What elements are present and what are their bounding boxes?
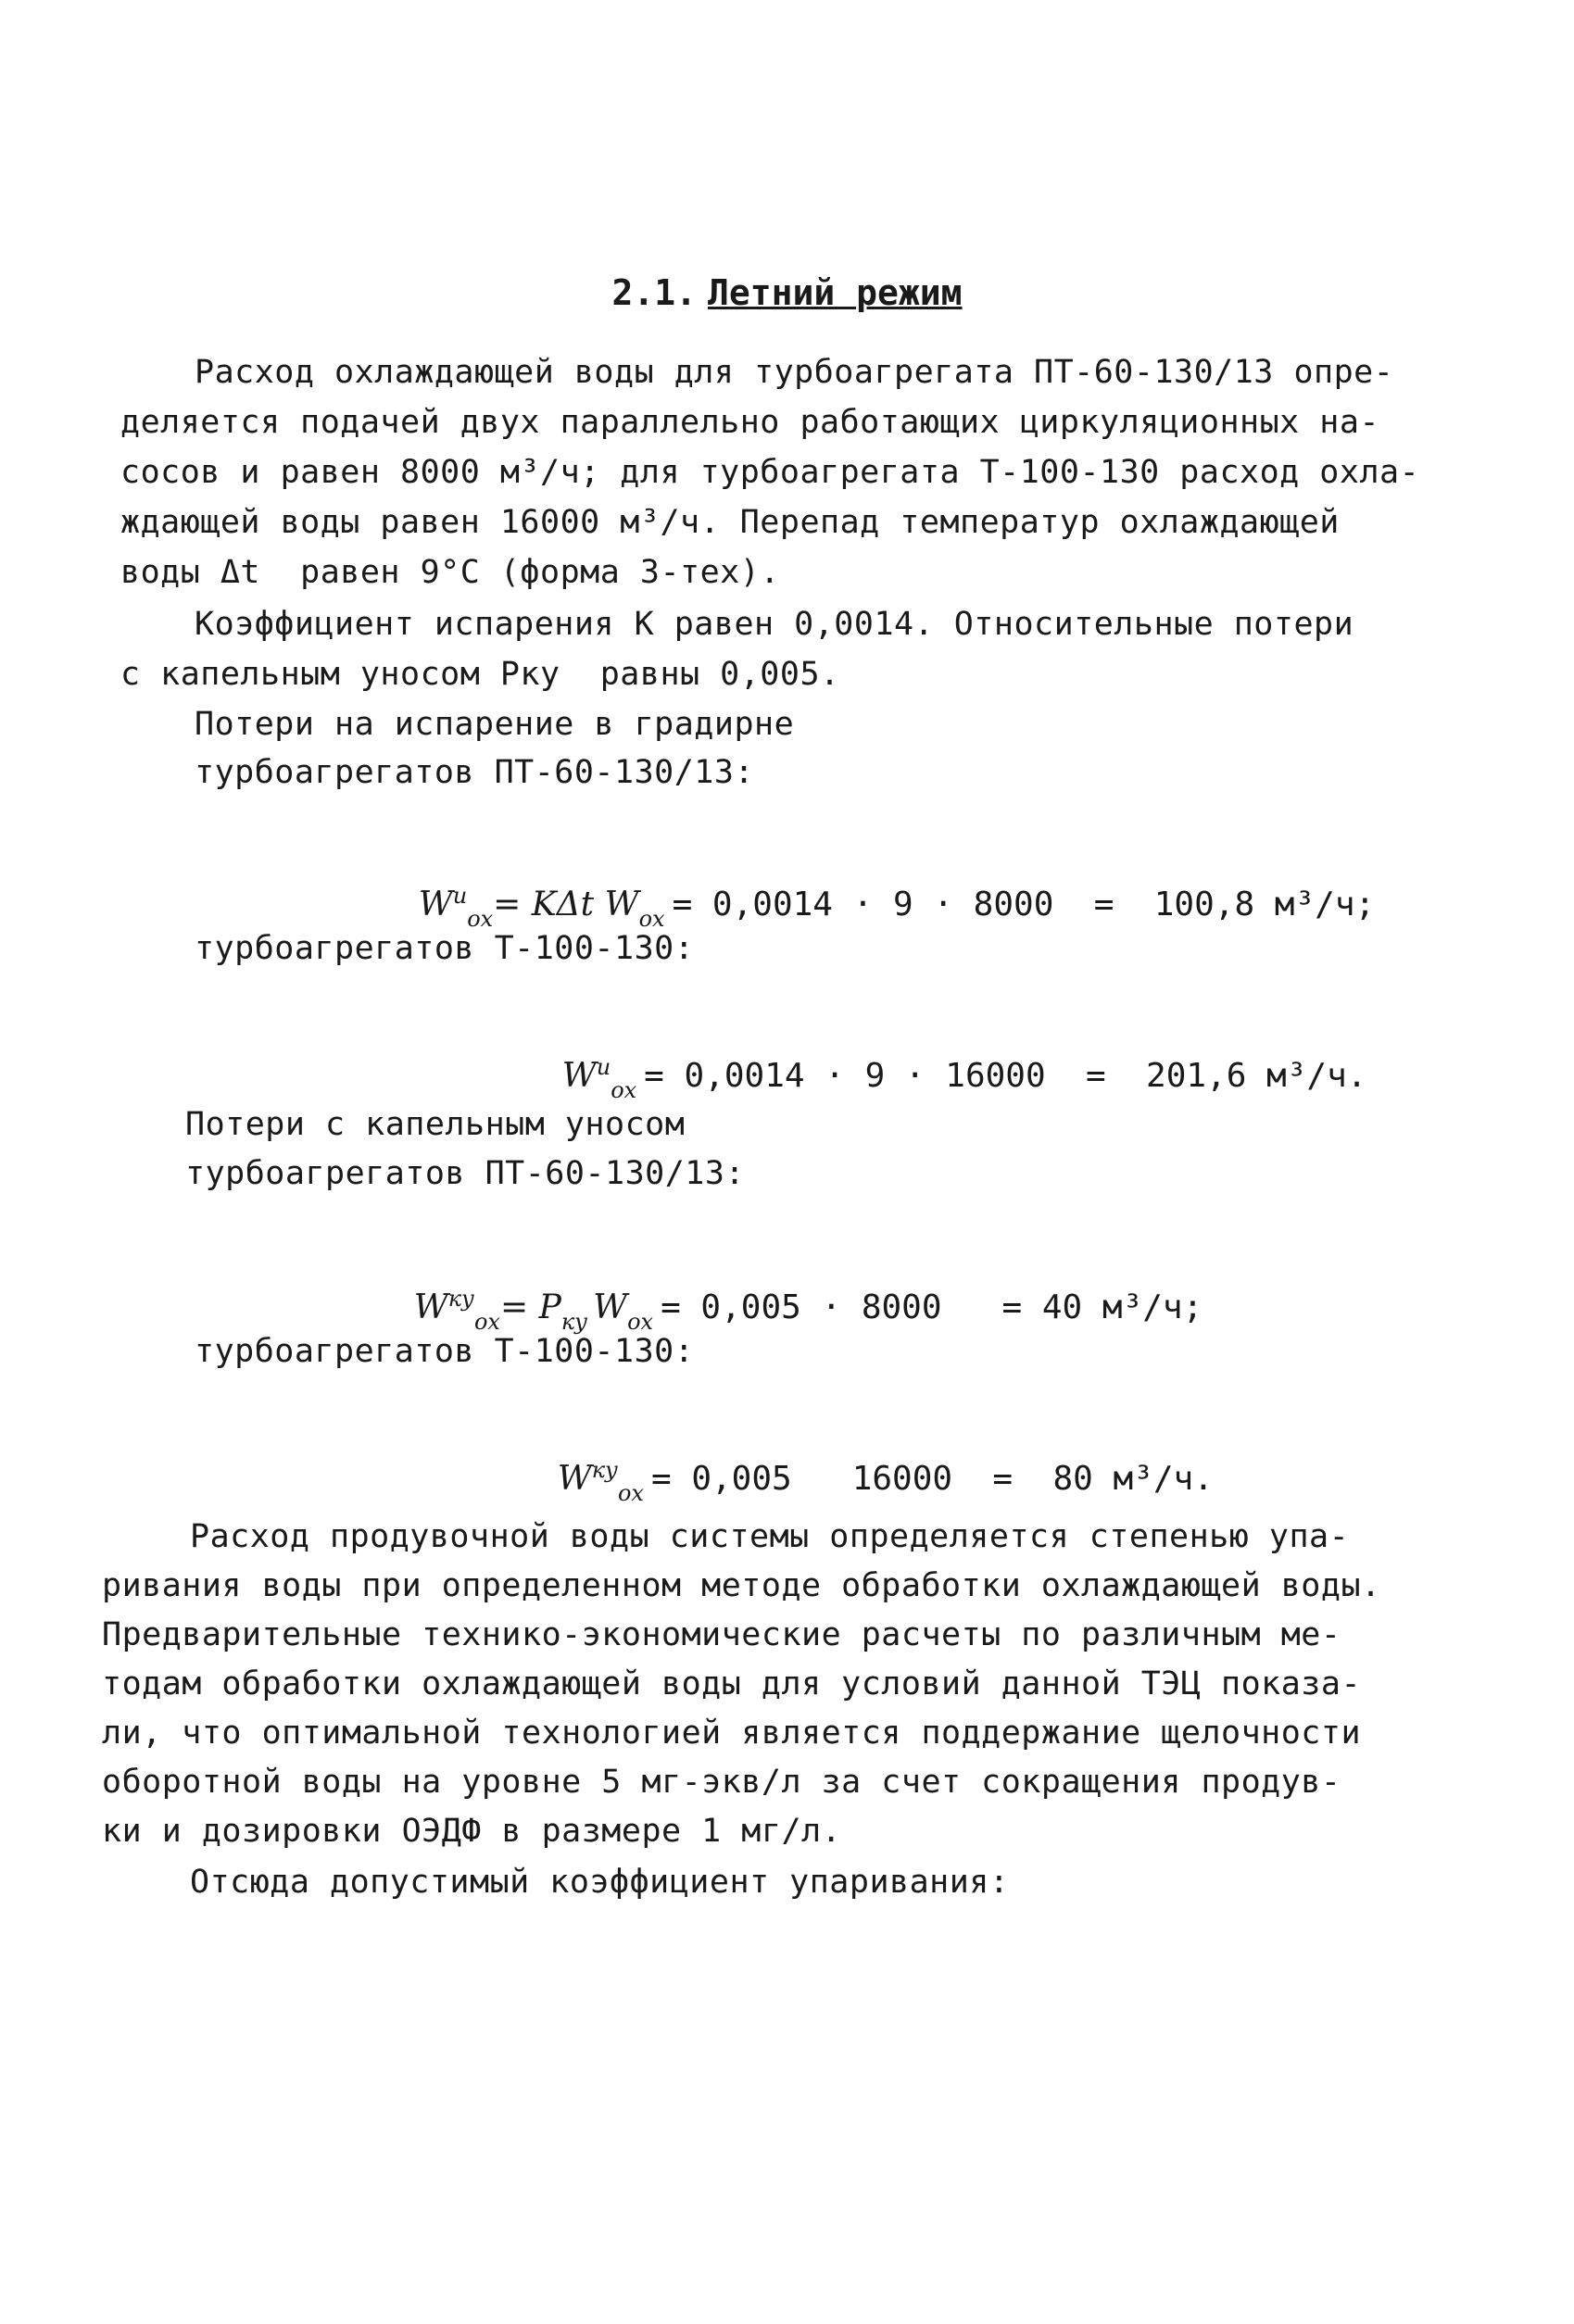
paragraph-line: с капельным уносом Pку равны 0,005. [120,656,840,693]
formula-result: = 0,005 · 8000 = 40 м³/ч; [661,1288,1203,1326]
formula-symbol: W [561,1057,597,1095]
section-title: Летний режим [707,272,963,313]
paragraph-line: Расход продувочной воды системы определяется степенью упа- [190,1518,1350,1555]
paragraph-line: деляется подачей двух параллельно работающих циркуляционных на- [120,404,1380,441]
formula-result: = 0,0014 · 9 · 16000 = 201,6 м³/ч. [644,1057,1367,1095]
formula-subscript: ох [467,906,494,933]
paragraph-line: Предварительные технико-экономические расчеты по различным ме- [102,1616,1341,1653]
paragraph-line: оборотной воды на уровне 5 мг-экв/л за счет сокращения продув- [102,1764,1341,1801]
paragraph-line: ждающей воды равен 16000 м³/ч. Перепад температур охлаждающей [120,504,1340,541]
evaporation-intro: Потери на испарение в градирне [195,706,795,743]
paragraph-line: тодам обработки охлаждающей воды для условий данной ТЭЦ показа- [102,1665,1362,1702]
drift-intro: Потери с капельным уносом [185,1106,686,1143]
paragraph-line: ривания воды при определенном методе обработки охлаждающей воды. [102,1567,1381,1604]
formula-symbol: W [557,1460,592,1498]
evaporation-unit1-label: турбоагрегатов ПТ-60-130/13: [195,754,755,791]
formula-subscript: ох [627,1309,654,1336]
formula-superscript: ку [447,1286,474,1312]
formula-superscript: и [452,883,468,909]
paragraph-line: сосов и равен 8000 м³/ч; для турбоагрегата Т-100-130 расход охла- [120,454,1420,491]
section-number: 2.1. [611,272,697,313]
paragraph-line: ки и дозировки ОЭДФ в размере 1 мг/л. [102,1813,842,1850]
drift-unit1-label: турбоагрегатов ПТ-60-130/13: [185,1155,746,1192]
paragraph-line: воды Δt равен 9°С (форма 3-тех). [120,554,780,591]
formula-symbol: W [418,886,453,923]
paragraph-line: Коэффициент испарения К равен 0,0014. Относительные потери [195,606,1354,643]
paragraph-line: Расход охлаждающей воды для турбоагрегата ПТ-60-130/13 опре- [195,354,1394,391]
formula-middle: = P [499,1288,561,1326]
formula-subscript: ох [617,1480,644,1507]
formula-subscript: ку [560,1309,588,1336]
formula-symbol: W [413,1288,448,1326]
paragraph-line: ли, что оптимальной технологией является поддержание щелочности [102,1715,1362,1752]
formula-subscript: ох [473,1309,500,1336]
formula-middle: = KΔt W [493,886,639,923]
formula-result: = 0,0014 · 9 · 8000 = 100,8 м³/ч; [672,886,1376,923]
formula-result: = 0,005 16000 = 80 м³/ч. [650,1460,1214,1498]
formula-subscript: ох [611,1077,637,1104]
formula-subscript: ох [638,906,665,933]
formula-middle: W [593,1288,628,1326]
evaporation-unit2-label: турбоагрегатов Т-100-130: [195,930,695,967]
paragraph-line: Отсюда допустимый коэффициент упаривания: [190,1864,1010,1901]
section-heading [0,270,1574,315]
formula-superscript: и [596,1054,611,1080]
formula-superscript: ку [591,1457,618,1483]
drift-unit2-label: турбоагрегатов Т-100-130: [195,1333,695,1370]
